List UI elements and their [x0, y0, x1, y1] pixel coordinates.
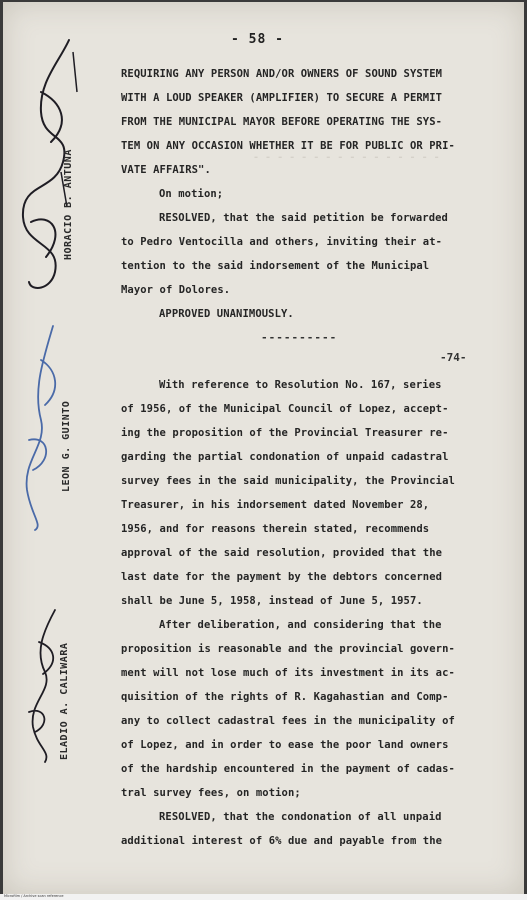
text-line: Mayor of Dolores.	[121, 284, 231, 296]
footer-text: Microfilm / Archive scan reference	[4, 894, 64, 898]
text-line: On motion;	[159, 188, 224, 200]
text-line: FROM THE MUNICIPAL MAYOR BEFORE OPERATING THE SYS-	[121, 116, 443, 128]
text-line: WITH A LOUD SPEAKER (AMPLIFIER) TO SECURE A PERMIT	[121, 92, 443, 104]
footer-strip	[0, 894, 527, 900]
text-line: After deliberation, and considering that the	[159, 619, 442, 631]
text-line: RESOLVED, that the condonation of all unpaid	[159, 811, 442, 823]
text-line: shall be June 5, 1958, instead of June 5, 1957.	[121, 595, 423, 607]
text-line: tral survey fees, on motion;	[121, 787, 301, 799]
text-line: 1956, and for reasons therein stated, recommends	[121, 523, 430, 535]
text-line: last date for the payment by the debtors concerned	[121, 571, 443, 583]
resolution-number: -74-	[440, 351, 467, 364]
bleed-through: - - - - - - - - - - - - - - - -	[253, 152, 440, 163]
text-line: TEM ON ANY OCCASION WHETHER IT BE FOR PUBLIC OR PRI-	[121, 140, 455, 152]
signatory-name: LEON G. GUINTO	[61, 400, 72, 492]
page-number: - 58 -	[231, 32, 284, 47]
text-line: to Pedro Ventocilla and others, inviting their at-	[121, 236, 443, 248]
signatory-name: HORACIO B. ANTUNA	[63, 149, 74, 260]
document-page	[3, 2, 524, 894]
separator: ----------	[261, 331, 338, 344]
text-line: RESOLVED, that the said petition be forwarded	[159, 212, 448, 224]
text-line: With reference to Resolution No. 167, series	[159, 379, 442, 391]
signatory-name: ELADIO A. CALIWARA	[59, 642, 70, 760]
signature-antuna	[11, 32, 91, 302]
text-line: proposition is reasonable and the provincial govern-	[121, 643, 455, 655]
text-line: additional interest of 6% due and payable from the	[121, 835, 443, 847]
text-line: ing the proposition of the Provincial Treasurer re-	[121, 427, 449, 439]
text-line: approval of the said resolution, provided that the	[121, 547, 443, 559]
text-line: survey fees in the said municipality, the Provincial	[121, 475, 455, 487]
text-line: ment will not lose much of its investment in its ac-	[121, 667, 455, 679]
text-line: APPROVED UNANIMOUSLY.	[159, 308, 294, 320]
text-line: any to collect cadastral fees in the municipality of	[121, 715, 455, 727]
text-line: tention to the said indorsement of the Municipal	[121, 260, 430, 272]
text-line: quisition of the rights of R. Kagahastian and Comp-	[121, 691, 449, 703]
text-line: Treasurer, in his indorsement dated November 28,	[121, 499, 430, 511]
text-line: garding the partial condonation of unpaid cadastral	[121, 451, 449, 463]
text-line: of 1956, of the Municipal Council of Lopez, accept-	[121, 403, 449, 415]
text-line: REQUIRING ANY PERSON AND/OR OWNERS OF SOUND SYSTEM	[121, 68, 443, 80]
text-line: of the hardship encountered in the payment of cadas-	[121, 763, 455, 775]
text-line: VATE AFFAIRS".	[121, 164, 211, 176]
text-line: of Lopez, and in order to ease the poor land owners	[121, 739, 449, 751]
